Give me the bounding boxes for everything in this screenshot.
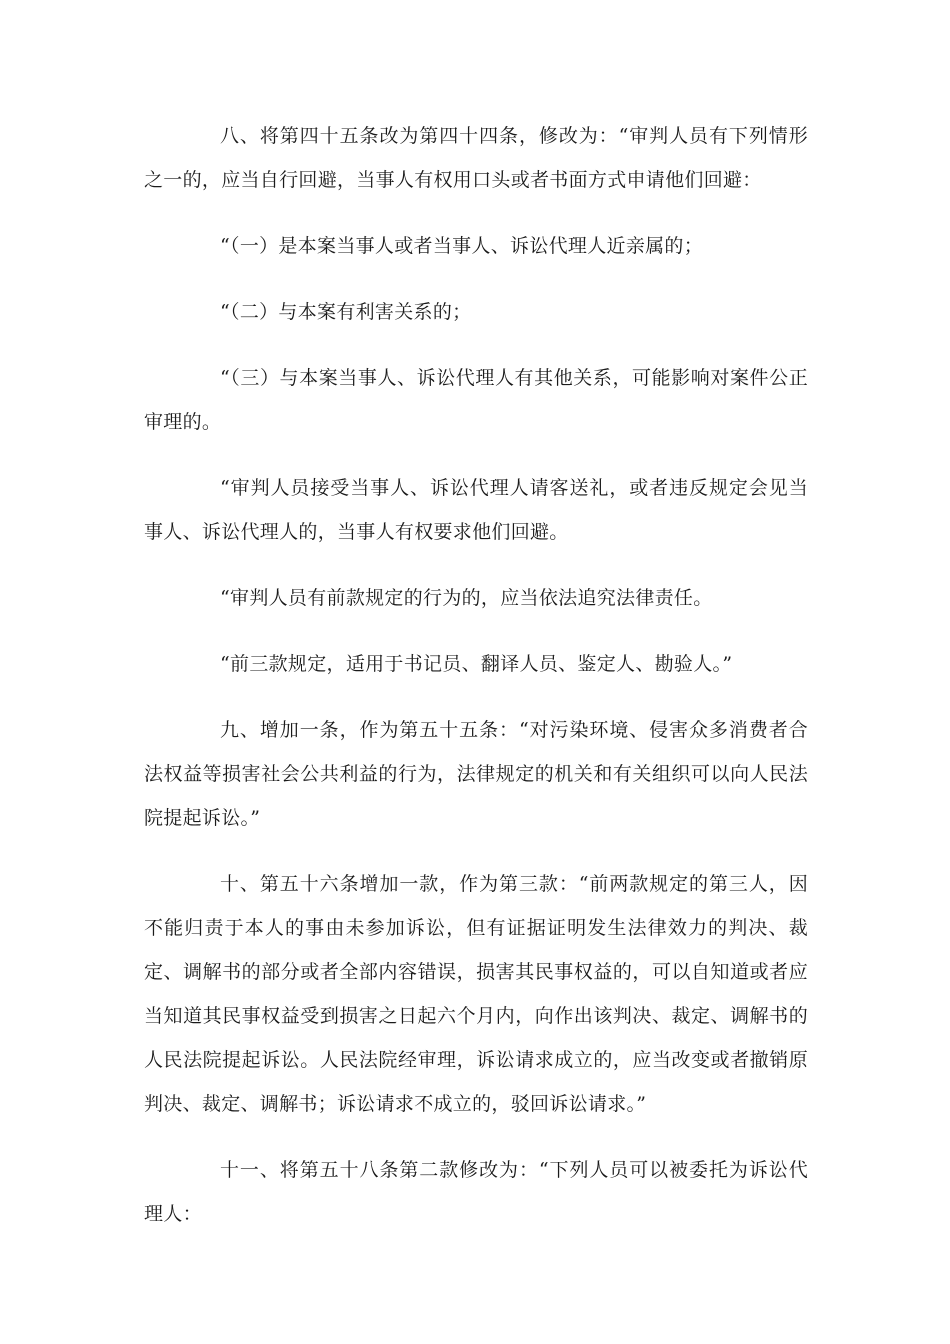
paragraph-article-10: 十、第五十六条增加一款，作为第三款：“前两款规定的第三人，因不能归责于本人的事由未参加诉讼，但有证据证明发生法律效力的判决、裁定、调解书的部分或者全部内容错误，损害其民事权益的，可以自知道或者应当知道其民事权益受到损害之日起六个月内，向作出该判决、裁定、调解书的人民法院提起诉讼。人民法院经审理，诉讼请求成立的，应当改变或者撤销原判决、裁定、调解书；诉讼请求不成立的，驳回诉讼请求。” bbox=[144, 873, 808, 1115]
paragraph-item-1: “（一）是本案当事人或者当事人、诉讼代理人近亲属的； bbox=[220, 235, 704, 257]
paragraph-applicability-clause: “前三款规定，适用于书记员、翻译人员、鉴定人、勘验人。” bbox=[220, 653, 733, 675]
paragraph-liability-clause: “审判人员有前款规定的行为的，应当依法追究法律责任。 bbox=[220, 587, 713, 609]
paragraph-article-11: 十一、将第五十八条第二款修改为：“下列人员可以被委托为诉讼代理人： bbox=[144, 1159, 808, 1225]
paragraph-article-8: 八、将第四十五条改为第四十四条，修改为：“审判人员有下列情形之一的，应当自行回避，当事人有权用口头或者书面方式申请他们回避： bbox=[144, 125, 808, 191]
document-body bbox=[144, 114, 808, 1258]
paragraph-item-2: “（二）与本案有利害关系的； bbox=[220, 301, 472, 323]
paragraph-article-9: 九、增加一条，作为第五十五条：“对污染环境、侵害众多消费者合法权益等损害社会公共利益的行为，法律规定的机关和有关组织可以向人民法院提起诉讼。” bbox=[144, 719, 808, 829]
paragraph-item-3: “（三）与本案当事人、诉讼代理人有其他关系，可能影响对案件公正审理的。 bbox=[144, 367, 808, 433]
paragraph-gifts-clause: “审判人员接受当事人、诉讼代理人请客送礼，或者违反规定会见当事人、诉讼代理人的，当事人有权要求他们回避。 bbox=[144, 477, 808, 543]
